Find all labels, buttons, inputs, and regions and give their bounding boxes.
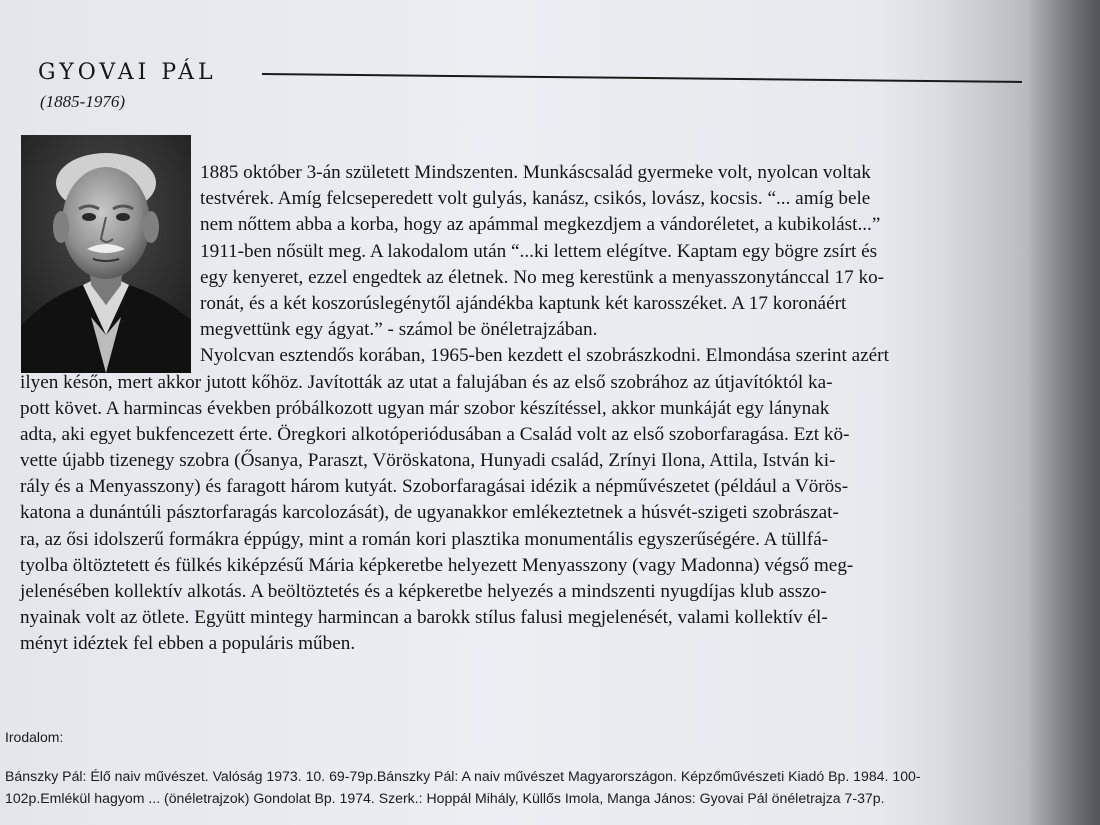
biography-line: megvettünk egy ágyat.” - számol be önéletrajzában. (200, 319, 598, 341)
reference-line: 102p.Emlékül hagyom ... (önéletrajzok) Gondolat Bp. 1974. Szerk.: Hoppál Mihály, Küllős Imola, Manga János: Gyovai Pál önéletrajza 7-37p. (5, 790, 885, 806)
biography-line: Nyolcvan esztendős korában, 1965-ben kezdett el szobrászkodni. Elmondása szerint azért (200, 345, 889, 367)
reference-line: Bánszky Pál: Élő naiv művészet. Valóság 1973. 10. 69-79p.Bánszky Pál: A naiv művészet Magyarországon. Képzőművészeti Kiadó Bp. 1984. 100- (5, 768, 921, 784)
biography-line: 1885 október 3-án született Mindszenten. Munkáscsalád gyermeke volt, nyolcan voltak (200, 162, 871, 183)
biography-line: katona a dunántúli pásztorfaragás karcolozását), de ugyanakkor emlékeztetnek a húsvét-szigeti szobrászat- (20, 502, 839, 524)
biography-line: tyolba öltöztetett és fülkés kiképzésű Mária képkeretbe helyezett Menyasszony (vagy Madonna) végső meg- (20, 554, 854, 576)
biography-line: vette újabb tizenegy szobra (Ősanya, Paraszt, Vöröskatona, Hunyadi család, Zrínyi Ilona, Attila, István ki- (20, 450, 836, 472)
biography-line: 1911-ben nősült meg. A lakodalom után “...ki lettem elégítve. Kaptam egy bögre zsírt és (200, 240, 878, 262)
page-title: GYOVAI PÁL (38, 60, 217, 85)
biography-line: adta, aki egyet bukfencezett érte. Öregkori alkotóperiódusában a Család volt az első szoborfaragása. Ezt kö- (20, 423, 850, 445)
biography-line: ra, az ősi idolszerű formákra éppúgy, mint a román kori plasztika monumentális egyszerűségére. A tüllfá- (20, 528, 829, 550)
biography-line: ronát, és a két koszorúslegénytől ajándékba kaptunk két karosszéket. A 17 koronáért (200, 292, 847, 314)
biography-line: rály és a Menyasszony) és faragott három kutyát. Szoborfaragásai idézik a népművészetet (például a Vörös- (20, 476, 849, 498)
biography-line: pott követ. A harmincas években próbálkozott ugyan már szobor készítéssel, akkor munkáját egy lánynak (20, 397, 830, 419)
biography-line: ilyen későn, mert akkor jutott kőhöz. Javították az utat a falujában és az első szobrához az útjavítóktól ka- (20, 371, 833, 393)
biography-line: egy kenyeret, ezzel engedtek az életnek. No meg kerestünk a menyasszonytánccal 17 ko- (200, 266, 885, 288)
biography-line: jelenésében kollektív alkotás. A beöltöztetés és a képkeretbe helyezés a mindszenti nyugdíjas klub asszo- (20, 581, 827, 602)
biography-line: nem nőttem abba a korba, hogy az apámmal megkezdjem a vándoréletet, a kubikolást...” (200, 214, 881, 236)
portrait-photo (21, 135, 191, 373)
biography-line: nyainak volt az ötlete. Együtt mintegy harmincan a barokk stílus falusi megjelenését, valami kollektív él- (20, 607, 828, 629)
life-dates: (1885-1976) (40, 92, 125, 111)
biography-line: ményt idéztek fel ebben a populáris műben. (20, 633, 356, 655)
title-rule (262, 73, 1022, 83)
biography-line: testvérek. Amíg felcseperedett volt gulyás, kanász, csikós, lovász, kocsis. “... amíg bele (200, 188, 871, 210)
literature-heading: Irodalom: (5, 729, 64, 745)
biography-text (20, 160, 1068, 658)
literature-references (5, 765, 1065, 809)
